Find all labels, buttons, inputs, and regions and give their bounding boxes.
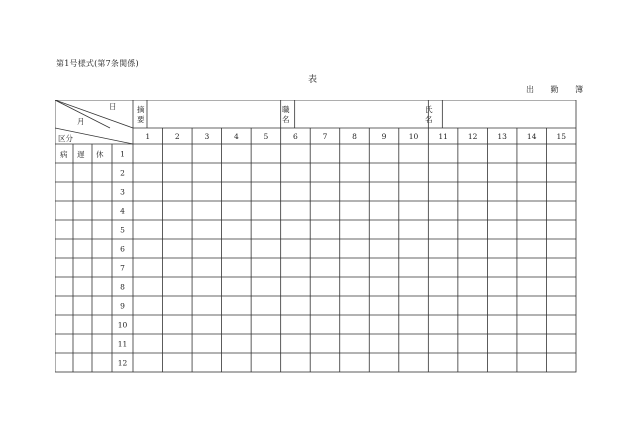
form-title-attendance-book: 出 勤 簿 [526,85,591,94]
form-number-caption: 第1号様式(第7条関係) [56,59,139,68]
position-label-1: 職 [282,105,290,114]
day-number-14: 14 [526,132,537,141]
day-number-7: 7 [322,132,328,141]
day-number-5: 5 [263,132,269,141]
corner-month-label: 月 [77,117,85,126]
month-number-6: 6 [120,244,125,254]
month-number-11: 11 [117,339,128,349]
form-title-hyo: 表 [308,75,318,85]
day-number-8: 8 [352,132,357,141]
day-number-12: 12 [467,132,478,141]
corner-day-label: 日 [109,102,117,111]
day-number-10: 10 [408,132,419,141]
month-number-8: 8 [120,282,125,292]
month-number-1: 1 [120,149,125,159]
day-number-4: 4 [233,132,239,141]
month-number-9: 9 [120,301,125,311]
corner-diagonal-1 [55,100,133,128]
day-number-6: 6 [293,132,298,141]
name-label-1: 氏 [425,105,433,114]
day-number-9: 9 [381,132,387,141]
day-number-13: 13 [497,132,507,141]
month-number-4: 4 [120,206,125,216]
month-number-12: 12 [117,358,128,368]
month-number-5: 5 [120,225,125,235]
side-header-leave: 休 [96,150,104,159]
day-number-11: 11 [438,132,448,141]
month-number-2: 2 [120,168,125,178]
attendance-table [55,100,580,376]
day-number-3: 3 [204,132,210,141]
position-label-2: 名 [282,115,290,124]
day-number-1: 1 [145,132,151,141]
name-label-2: 名 [425,115,433,124]
day-number-15: 15 [556,132,567,141]
side-header-late: 遅 [77,150,85,159]
abstract-label-1: 摘 [137,105,145,114]
corner-category-label: 区分 [58,134,73,143]
side-header-sick: 病 [60,150,68,159]
day-number-2: 2 [174,132,180,141]
month-number-10: 10 [117,320,128,330]
month-number-3: 3 [120,187,125,197]
month-number-7: 7 [120,263,125,273]
abstract-label-2: 要 [137,115,145,124]
